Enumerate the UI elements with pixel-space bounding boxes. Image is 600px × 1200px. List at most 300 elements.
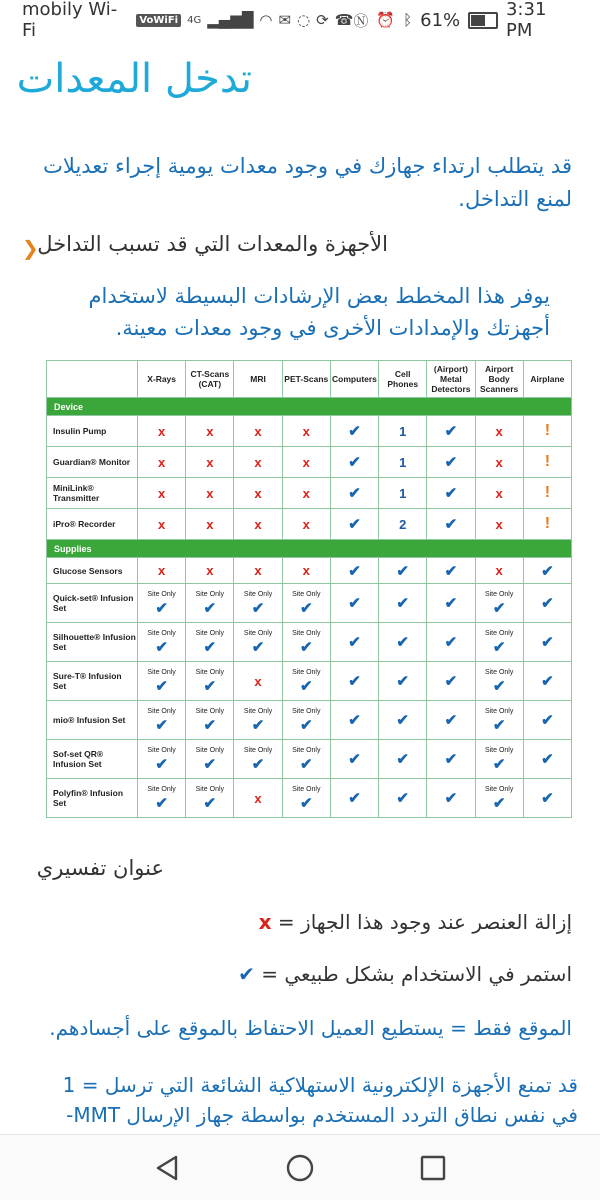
warning-icon: !	[544, 515, 551, 532]
check-icon: ✔	[251, 755, 265, 773]
table-cell	[282, 701, 330, 740]
table-cell	[186, 779, 234, 818]
check-icon: ✔	[444, 634, 458, 651]
battery-icon	[468, 12, 498, 29]
section-heading[interactable]: الأجهزة والمعدات التي قد تسبب التداخل	[37, 232, 388, 256]
table-cell	[186, 416, 234, 447]
x-mark: x	[254, 485, 262, 501]
row-label: Polyfin® Infusion Set	[47, 779, 138, 818]
check-icon: ✔	[203, 716, 217, 734]
table-cell	[330, 509, 378, 540]
table-cell	[138, 740, 186, 779]
check-icon: ✔	[155, 599, 168, 617]
table-cell	[427, 478, 475, 509]
table-cell	[138, 416, 186, 447]
site-only-label: Site Only	[292, 707, 321, 715]
check-icon: ✔	[348, 516, 361, 533]
table-cell	[330, 558, 378, 584]
check-icon: ✔	[348, 673, 361, 690]
section-description: يوفر هذا المخطط بعض الإرشادات البسيطة لاستخدام أجهزتك والإمدادات الأخرى في وجود معدات معينة.	[88, 284, 550, 340]
recents-icon	[420, 1155, 446, 1181]
x-mark: x	[302, 454, 310, 470]
x-mark: x	[254, 563, 262, 578]
table-cell	[427, 584, 475, 623]
check-icon: ✔	[541, 673, 554, 690]
x-mark: x	[495, 516, 503, 532]
site-only-label: Site Only	[195, 785, 225, 793]
navigation-bar	[0, 1134, 600, 1200]
site-only-label: Site Only	[484, 629, 514, 637]
table-cell	[138, 662, 186, 701]
table-cell	[138, 584, 186, 623]
table-cell	[234, 416, 282, 447]
table-cell	[234, 584, 282, 623]
table-cell	[138, 509, 186, 540]
mail-icon: ✉	[278, 11, 292, 29]
x-mark: x	[157, 485, 166, 501]
site-only-label: Site Only	[195, 746, 225, 754]
intro-paragraph: قد يتطلب ارتداء جهازك في وجود معدات يومية إجراء تعديلات لمنع التداخل.	[43, 154, 572, 211]
network-type: 4G	[187, 14, 202, 26]
site-only-label: Site Only	[292, 629, 321, 637]
table-cell	[427, 740, 475, 779]
table-row	[47, 779, 572, 818]
site-only-label: Site Only	[195, 590, 225, 598]
check-icon: ✔	[348, 712, 361, 729]
row-label: Sof-set QR® Infusion Set	[47, 740, 138, 779]
check-icon: ✔	[348, 485, 361, 502]
x-mark: x	[254, 516, 262, 532]
check-icon: ✔	[348, 562, 361, 580]
check-icon: ✔	[444, 790, 458, 807]
table-cell	[379, 478, 427, 509]
legend-check-text: استمر في الاستخدام بشكل طبيعي =	[254, 962, 572, 986]
column-header: Airplane	[523, 361, 571, 398]
column-header: (Airport) Metal Detectors	[427, 361, 475, 398]
site-only-label: Site Only	[484, 785, 514, 793]
table-cell	[379, 779, 427, 818]
x-mark: x	[254, 423, 262, 439]
note-number: 1	[399, 423, 407, 439]
check-icon: ✔	[299, 716, 313, 734]
check-icon: ✔	[396, 562, 409, 580]
legend-note: قد تمنع الأجهزة الإلكترونية الاستهلاكية الشائعة التي ترسل = 1 في نفس نطاق التردد المستخدم بواسطة جهاز الإرسال MMT-	[62, 1073, 578, 1127]
check-icon: ✔	[203, 677, 217, 695]
check-icon: ✔	[444, 454, 458, 471]
status-left	[22, 0, 353, 41]
table-row	[47, 701, 572, 740]
row-label: Sure-T® Infusion Set	[47, 662, 138, 701]
table-cell	[523, 509, 571, 540]
check-icon: ✔	[348, 751, 361, 768]
check-icon: ✔	[541, 634, 554, 651]
column-header: CT-Scans (CAT)	[186, 361, 234, 398]
table-cell	[330, 584, 378, 623]
check-icon: ✔	[541, 751, 554, 768]
carrier-label: mobily Wi-Fi	[22, 0, 118, 41]
table-cell	[330, 623, 378, 662]
x-mark: x	[302, 563, 310, 578]
check-icon: ✔	[238, 962, 255, 986]
site-only-label: Site Only	[484, 746, 514, 754]
check-icon: ✔	[444, 673, 458, 690]
x-mark: x	[157, 454, 166, 470]
table-cell	[379, 662, 427, 701]
check-icon: ✔	[203, 755, 217, 773]
sync-icon: ⟳	[316, 11, 329, 29]
legend-x-symbol: x	[258, 910, 272, 934]
legend-site-only: الموقع فقط = يستطيع العميل الاحتفاظ بالموقع على أجسادهم.	[49, 1016, 572, 1040]
site-only-label: Site Only	[292, 668, 321, 676]
site-only-label: Site Only	[147, 746, 176, 754]
table-cell	[234, 447, 282, 478]
check-icon: ✔	[492, 677, 506, 695]
x-mark: x	[157, 423, 166, 439]
table-header-row	[47, 361, 572, 398]
column-header: X-Rays	[138, 361, 186, 398]
x-mark: x	[206, 516, 214, 532]
table-cell	[475, 558, 523, 584]
table-cell	[523, 416, 571, 447]
wifi-icon: ◠	[259, 11, 273, 29]
check-icon: ✔	[492, 716, 506, 734]
check-icon: ✔	[444, 751, 458, 768]
check-icon: ✔	[396, 634, 409, 651]
legend-check	[238, 962, 572, 986]
site-only-label: Site Only	[243, 746, 273, 754]
page-title: تدخل المعدات	[16, 56, 252, 102]
nfc-icon: Ⓝ	[353, 11, 369, 30]
check-icon: ✔	[396, 673, 409, 690]
table-cell	[427, 509, 475, 540]
check-icon: ✔	[348, 454, 361, 471]
site-only-label: Site Only	[195, 629, 225, 637]
x-mark: x	[206, 454, 214, 470]
table-cell	[475, 447, 523, 478]
check-icon: ✔	[251, 716, 265, 734]
note-number: 1	[399, 454, 407, 470]
check-icon: ✔	[299, 599, 313, 617]
row-label: iPro® Recorder	[47, 509, 138, 540]
status-right	[353, 0, 578, 41]
legend-x	[259, 910, 572, 934]
site-only-label: Site Only	[484, 590, 514, 598]
x-mark: x	[495, 454, 503, 470]
table-cell	[234, 662, 282, 701]
note-number: 1	[399, 485, 407, 501]
table-cell	[427, 662, 475, 701]
table-cell	[234, 701, 282, 740]
x-mark: x	[206, 485, 214, 501]
check-icon: ✔	[492, 599, 506, 617]
table-cell	[523, 779, 571, 818]
check-icon: ✔	[251, 638, 265, 656]
table-cell	[138, 447, 186, 478]
battery-percent: 61%	[420, 9, 461, 31]
table-cell	[475, 701, 523, 740]
table-cell	[523, 558, 571, 584]
site-only-label: Site Only	[292, 746, 321, 754]
back-button[interactable]	[147, 1148, 187, 1188]
table-cell	[138, 478, 186, 509]
table-cell	[379, 447, 427, 478]
whatsapp-icon: ◌	[297, 11, 311, 29]
warning-icon: !	[544, 484, 551, 501]
check-icon: ✔	[155, 677, 168, 695]
table-cell	[282, 416, 330, 447]
table-cell	[379, 701, 427, 740]
back-icon	[154, 1154, 180, 1182]
check-icon: ✔	[155, 794, 168, 812]
home-button[interactable]	[280, 1148, 320, 1188]
site-only-label: Site Only	[292, 785, 321, 793]
table-cell	[282, 509, 330, 540]
table-cell	[427, 447, 475, 478]
table-cell	[186, 584, 234, 623]
site-only-label: Site Only	[195, 707, 225, 715]
table-cell	[234, 779, 282, 818]
column-header: Airport Body Scanners	[475, 361, 523, 398]
row-label: Quick-set® Infusion Set	[47, 584, 138, 623]
x-mark: x	[495, 423, 503, 439]
check-icon: ✔	[299, 755, 313, 773]
x-mark: x	[206, 563, 214, 578]
table-row	[47, 623, 572, 662]
site-only-label: Site Only	[484, 707, 514, 715]
table-cell	[475, 478, 523, 509]
table-cell	[523, 740, 571, 779]
table-cell	[427, 779, 475, 818]
table-cell	[379, 558, 427, 584]
table-cell	[475, 740, 523, 779]
table-cell	[282, 558, 330, 584]
check-icon: ✔	[299, 638, 313, 656]
alarm-icon: ⏰	[376, 11, 396, 29]
table-cell	[475, 509, 523, 540]
table-cell	[523, 701, 571, 740]
table-cell	[234, 478, 282, 509]
table-row	[47, 478, 572, 509]
check-icon: ✔	[348, 423, 361, 440]
row-label: Silhouette® Infusion Set	[47, 623, 138, 662]
row-label: Guardian® Monitor	[47, 447, 138, 478]
table-cell	[427, 416, 475, 447]
warning-icon: !	[544, 453, 551, 470]
check-icon: ✔	[299, 677, 313, 695]
table-cell	[138, 558, 186, 584]
column-header: PET-Scans	[282, 361, 330, 398]
table-corner	[47, 361, 138, 398]
check-icon: ✔	[444, 423, 458, 440]
table-cell	[523, 623, 571, 662]
table-cell	[282, 478, 330, 509]
table-cell	[282, 623, 330, 662]
row-label: mio® Infusion Set	[47, 701, 138, 740]
check-icon: ✔	[203, 599, 217, 617]
table-cell	[379, 416, 427, 447]
check-icon: ✔	[444, 595, 458, 612]
table-cell	[186, 478, 234, 509]
table-cell	[523, 662, 571, 701]
x-mark: x	[302, 423, 310, 439]
table-cell	[330, 662, 378, 701]
check-icon: ✔	[492, 794, 506, 812]
check-icon: ✔	[541, 712, 554, 729]
check-icon: ✔	[444, 516, 458, 533]
bluetooth-icon: ᛒ	[403, 11, 413, 29]
table-cell	[523, 447, 571, 478]
section-label: Device	[47, 398, 572, 416]
check-icon: ✔	[492, 755, 506, 773]
x-mark: x	[157, 516, 166, 532]
row-label: Insulin Pump	[47, 416, 138, 447]
check-icon: ✔	[396, 712, 409, 729]
check-icon: ✔	[251, 599, 265, 617]
check-icon: ✔	[203, 794, 217, 812]
x-mark: x	[206, 423, 214, 439]
table-cell	[282, 740, 330, 779]
table-cell	[186, 740, 234, 779]
table-row	[47, 509, 572, 540]
table-cell	[379, 584, 427, 623]
table-cell	[330, 779, 378, 818]
table-row	[47, 558, 572, 584]
x-mark: x	[495, 563, 503, 578]
check-icon: ✔	[492, 638, 506, 656]
chevron-down-icon[interactable]: ❯	[22, 236, 39, 260]
column-header: Computers	[330, 361, 378, 398]
vowifi-badge: VoWiFi	[136, 14, 181, 27]
check-icon: ✔	[203, 638, 217, 656]
table-cell	[234, 740, 282, 779]
table-cell	[427, 701, 475, 740]
x-mark: x	[157, 563, 166, 578]
table-cell	[330, 478, 378, 509]
x-mark: x	[495, 485, 503, 501]
home-icon	[285, 1153, 315, 1183]
warning-icon: !	[544, 422, 551, 439]
phone-icon: ☎	[334, 11, 354, 29]
table-row	[47, 447, 572, 478]
table-cell	[379, 509, 427, 540]
x-mark: x	[302, 516, 310, 532]
table-cell	[186, 509, 234, 540]
table-row	[47, 584, 572, 623]
table-cell	[475, 416, 523, 447]
interference-table	[46, 360, 572, 818]
table-cell	[186, 701, 234, 740]
x-mark: x	[254, 673, 262, 689]
clock: 3:31 PM	[505, 0, 547, 41]
table-cell	[330, 416, 378, 447]
status-bar	[0, 0, 600, 40]
table-cell	[427, 558, 475, 584]
check-icon: ✔	[348, 790, 361, 807]
table-cell	[475, 779, 523, 818]
table-cell	[138, 623, 186, 662]
site-only-label: Site Only	[147, 668, 176, 676]
table-cell	[379, 623, 427, 662]
site-only-label: Site Only	[147, 707, 176, 715]
signal-icon: ▂▄▆█	[207, 11, 254, 29]
table-cell	[330, 740, 378, 779]
table-section-row	[47, 398, 572, 416]
equipment-table	[46, 360, 572, 818]
column-header: MRI	[234, 361, 282, 398]
check-icon: ✔	[155, 716, 168, 734]
table-cell	[282, 447, 330, 478]
table-cell	[523, 478, 571, 509]
row-label: Glucose Sensors	[47, 558, 138, 584]
check-icon: ✔	[396, 595, 409, 612]
table-body	[47, 398, 572, 818]
legend-title: عنوان تفسيري	[36, 856, 164, 880]
table-cell	[282, 584, 330, 623]
site-only-label: Site Only	[243, 707, 273, 715]
site-only-label: Site Only	[195, 668, 225, 676]
check-icon: ✔	[444, 485, 458, 502]
site-only-label: Site Only	[147, 785, 176, 793]
table-cell	[379, 740, 427, 779]
site-only-label: Site Only	[147, 629, 176, 637]
table-cell	[475, 623, 523, 662]
x-mark: x	[254, 790, 262, 806]
check-icon: ✔	[155, 755, 168, 773]
site-only-label: Site Only	[243, 629, 273, 637]
x-mark: x	[254, 454, 262, 470]
table-cell	[186, 662, 234, 701]
table-cell	[523, 584, 571, 623]
check-icon: ✔	[348, 595, 361, 612]
check-icon: ✔	[541, 562, 554, 580]
site-only-label: Site Only	[292, 590, 321, 598]
site-only-label: Site Only	[243, 590, 273, 598]
legend-x-text: إزالة العنصر عند وجود هذا الجهاز =	[271, 910, 572, 934]
table-cell	[282, 662, 330, 701]
table-row	[47, 740, 572, 779]
table-row	[47, 416, 572, 447]
section-label: Supplies	[47, 540, 572, 558]
table-cell	[138, 701, 186, 740]
note-number: 2	[399, 516, 407, 532]
table-cell	[282, 779, 330, 818]
check-icon: ✔	[444, 562, 458, 580]
site-only-label: Site Only	[147, 590, 176, 598]
table-cell	[475, 662, 523, 701]
table-cell	[330, 701, 378, 740]
check-icon: ✔	[155, 638, 168, 656]
row-label: MiniLink® Transmitter	[47, 478, 138, 509]
check-icon: ✔	[444, 712, 458, 729]
battery-fill	[471, 15, 484, 26]
table-cell	[234, 623, 282, 662]
check-icon: ✔	[396, 751, 409, 768]
check-icon: ✔	[396, 790, 409, 807]
table-cell	[234, 558, 282, 584]
table-cell	[234, 509, 282, 540]
table-cell	[475, 584, 523, 623]
x-mark: x	[302, 485, 310, 501]
table-cell	[186, 558, 234, 584]
table-cell	[330, 447, 378, 478]
table-section-row	[47, 540, 572, 558]
column-header: Cell Phones	[379, 361, 427, 398]
table-cell	[427, 623, 475, 662]
table-cell	[186, 623, 234, 662]
site-only-label: Site Only	[484, 668, 514, 676]
recents-button[interactable]	[413, 1148, 453, 1188]
table-cell	[138, 779, 186, 818]
